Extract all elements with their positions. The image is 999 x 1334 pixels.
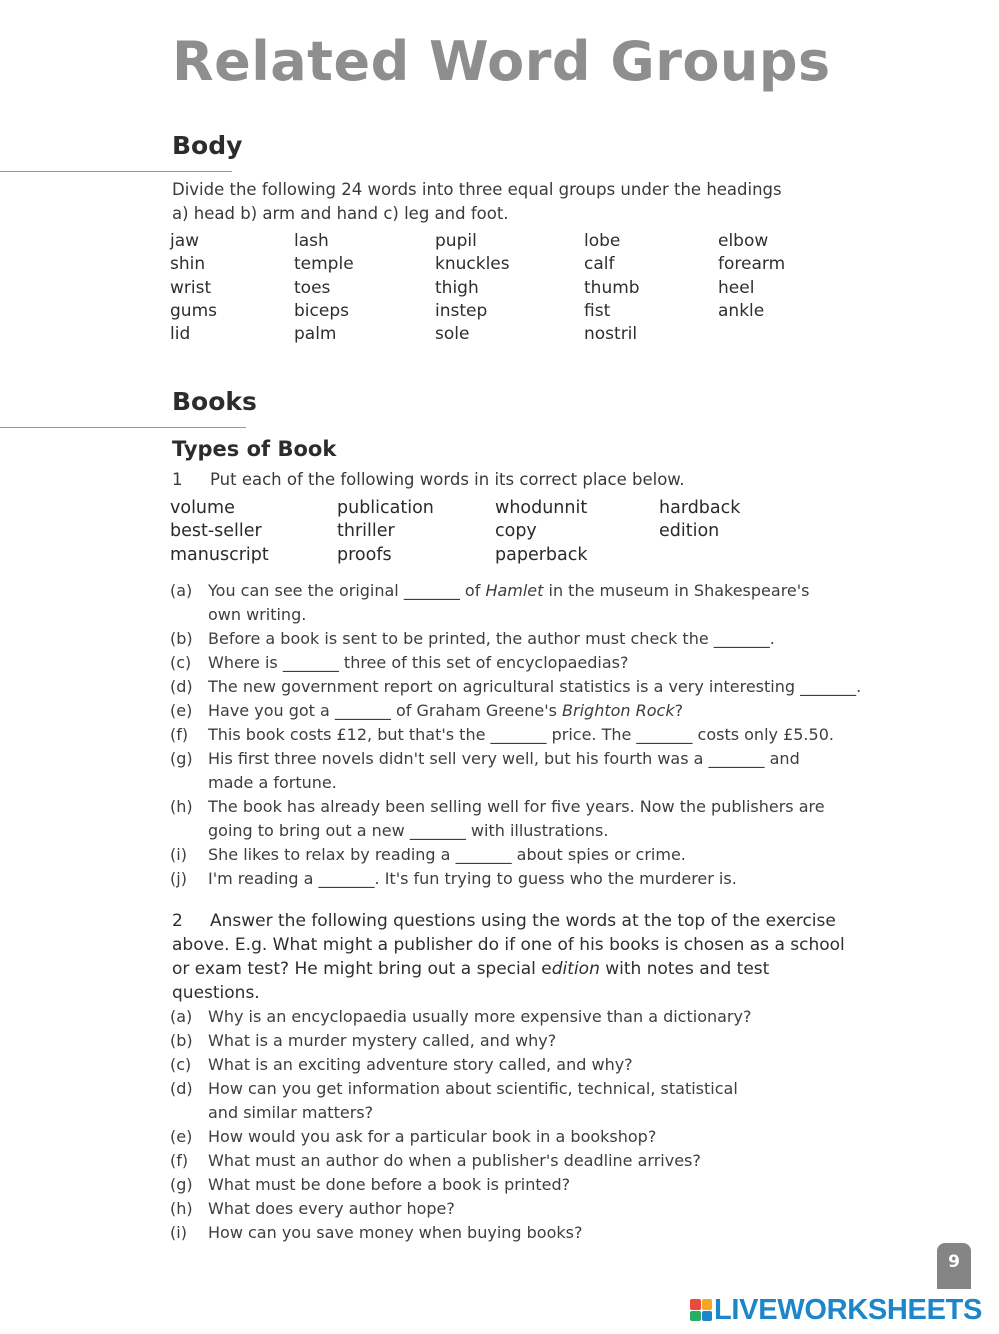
exercise-2-instruction: 2 Answer the following questions using the words at the top of the exercise above. E.g. What might a publisher do if one of his books is chosen as a school or exam test? He might bring out a special edition with notes and test questions. [172,911,845,1003]
section-rule-books [0,427,246,428]
word: wrist [170,277,212,298]
word: temple [294,254,354,275]
word: whodunnit [495,498,588,518]
body-word-column-4 [584,230,640,346]
word: gums [170,300,217,321]
word: jaw [170,231,200,251]
exercise-number: 1 [172,470,183,489]
word: lash [294,231,329,251]
word: volume [170,498,235,518]
word: ankle [718,300,765,321]
exercise-number: 2 [172,911,183,931]
word: sole [435,324,470,345]
word: elbow [718,231,769,251]
page-number-badge: 9 [937,1243,971,1289]
word: publication [337,498,434,518]
word: forearm [718,254,786,275]
word: pupil [435,231,477,251]
word: paperback [495,544,588,565]
body-word-table [0,230,999,350]
word: copy [495,521,537,542]
word: manuscript [170,544,269,565]
word: hardback [659,498,741,518]
word: thriller [337,521,395,542]
liveworksheets-logo-icon [690,1299,712,1321]
word: palm [294,324,337,345]
word: toes [294,277,331,298]
word: biceps [294,300,349,321]
word: instep [435,300,488,321]
word: edition [659,521,720,542]
body-word-column-1 [170,230,217,346]
page-title: Related Word Groups [172,30,831,93]
section-heading-books: Books [172,387,257,416]
body-word-column-5 [718,230,785,323]
book-word-column-3 [495,497,588,567]
word: lobe [584,231,621,251]
liveworksheets-brand[interactable] [690,1293,982,1327]
word: knuckles [435,254,510,275]
word: calf [584,254,615,275]
book-word-table [0,497,999,569]
word: lid [170,324,191,345]
word: nostril [584,324,638,345]
book-word-column-2 [337,497,434,567]
body-instruction: Divide the following 24 words into three equal groups under the headings a) head b) arm and hand c) leg and foot. [172,180,782,223]
body-word-column-2 [294,230,354,346]
word: proofs [337,544,392,565]
section-rule-body [0,171,232,172]
section-heading-body: Body [172,131,243,160]
word: shin [170,254,206,275]
word: fist [584,300,611,321]
word: best-seller [170,521,262,542]
body-word-column-3 [435,230,510,346]
exercise-1-instruction: 1 Put each of the following words in its correct place below. [172,468,685,492]
word: thigh [435,277,479,298]
word: heel [718,277,755,298]
book-word-column-1 [170,497,269,567]
subheading-types-of-book: Types of Book [172,437,337,461]
book-word-column-4 [659,497,740,544]
word: thumb [584,277,640,298]
brand-name: LIVEWORKSHEETS [714,1293,983,1326]
